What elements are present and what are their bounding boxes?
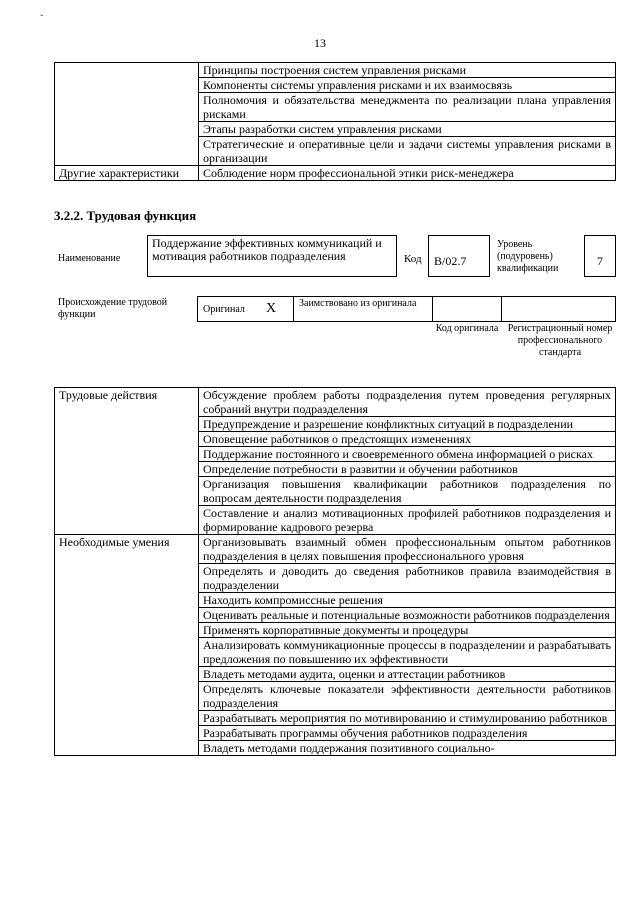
page-number: 13 — [314, 36, 326, 50]
code-caption: Код оригинала — [435, 323, 499, 334]
code-box — [428, 235, 490, 277]
original-code-box — [432, 296, 502, 322]
skill-item: Анализировать коммуникационные процессы в подразделении и разрабатывать предложения по повышению их эффективности — [199, 638, 616, 667]
knowledge-item: Компоненты системы управления рисками и их взаимосвязь — [199, 78, 616, 93]
action-item: Оповещение работников о предстоящих изменениях — [199, 432, 616, 447]
knowledge-item: Полномочия и обязательства менеджмента по реализации плана управления рисками — [199, 93, 616, 122]
original-mark: X — [266, 301, 277, 316]
action-item: Определение потребности в развитии и обучении работников — [199, 462, 616, 477]
skill-item: Организовывать взаимный обмен профессиональным опытом работников подразделения в целях повышения профессионального уровня — [199, 535, 616, 564]
knowledge-item: Принципы построения систем управления рисками — [199, 63, 616, 78]
action-item: Предупреждение и разрешение конфликтных ситуаций в подразделении — [199, 417, 616, 432]
other-characteristics-label: Другие характеристики — [55, 166, 199, 181]
borrowed-label: Заимствовано из оригинала — [299, 298, 417, 309]
action-item: Обсуждение проблем работы подразделения путем проведения регулярных собраний внутри подразделения — [199, 388, 616, 417]
action-item: Поддержание постоянного и своевременного обмена информацией о рисках — [199, 447, 616, 462]
name-label: Наименование — [58, 253, 121, 264]
skill-item: Определять ключевые показатели эффективности деятельности работников подразделения — [199, 682, 616, 711]
margin-mark: ˇ — [40, 14, 44, 25]
original-label: Оригинал — [203, 304, 245, 315]
skill-item: Владеть методами аудита, оценки и аттестации работников — [199, 667, 616, 682]
section-title: 3.2.2. Трудовая функция — [54, 208, 197, 223]
action-item: Составление и анализ мотивационных профилей работников подразделения и формирование кадрового резерва — [199, 506, 616, 535]
reg-caption: Регистрационный номер профессионального стандарта — [507, 323, 613, 358]
skill-item: Определять и доводить до сведения работников правила взаимодействия в подразделении — [199, 564, 616, 593]
knowledge-table — [54, 62, 616, 181]
level-value: 7 — [597, 254, 603, 268]
action-item: Организация повышения квалификации работников подразделения по вопросам деятельности подразделения — [199, 477, 616, 506]
skill-item: Находить компромиссные решения — [199, 593, 616, 608]
knowledge-item: Этапы разработки систем управления рисками — [199, 122, 616, 137]
skill-item: Разрабатывать программы обучения работников подразделения — [199, 726, 616, 741]
empty-cell — [55, 63, 199, 166]
function-table — [54, 387, 616, 756]
level-box — [584, 235, 616, 277]
borrowed-box — [293, 296, 433, 322]
skill-item: Применять корпоративные документы и процедуры — [199, 623, 616, 638]
origin-label: Происхождение трудовой функции — [58, 297, 168, 320]
actions-label: Трудовые действия — [55, 388, 199, 535]
reg-number-box — [501, 296, 616, 322]
function-name-box — [147, 235, 397, 277]
function-name: Поддержание эффективных коммуникаций и мотивация работников подразделения — [152, 236, 382, 263]
skill-item: Разрабатывать мероприятия по мотивированию и стимулированию работников — [199, 711, 616, 726]
level-label: Уровень (подуровень) квалификации — [497, 239, 559, 274]
knowledge-item: Стратегические и оперативные цели и задачи системы управления рисками в организации — [199, 137, 616, 166]
function-code: B/02.7 — [434, 254, 467, 268]
skill-item: Владеть методами поддержания позитивного социально- — [199, 741, 616, 756]
original-box — [197, 296, 294, 322]
code-label: Код — [404, 253, 422, 265]
skill-item: Оценивать реальные и потенциальные возможности работников подразделения — [199, 608, 616, 623]
other-characteristics-value: Соблюдение норм профессиональной этики риск-менеджера — [199, 166, 616, 181]
skills-label: Необходимые умения — [55, 535, 199, 756]
